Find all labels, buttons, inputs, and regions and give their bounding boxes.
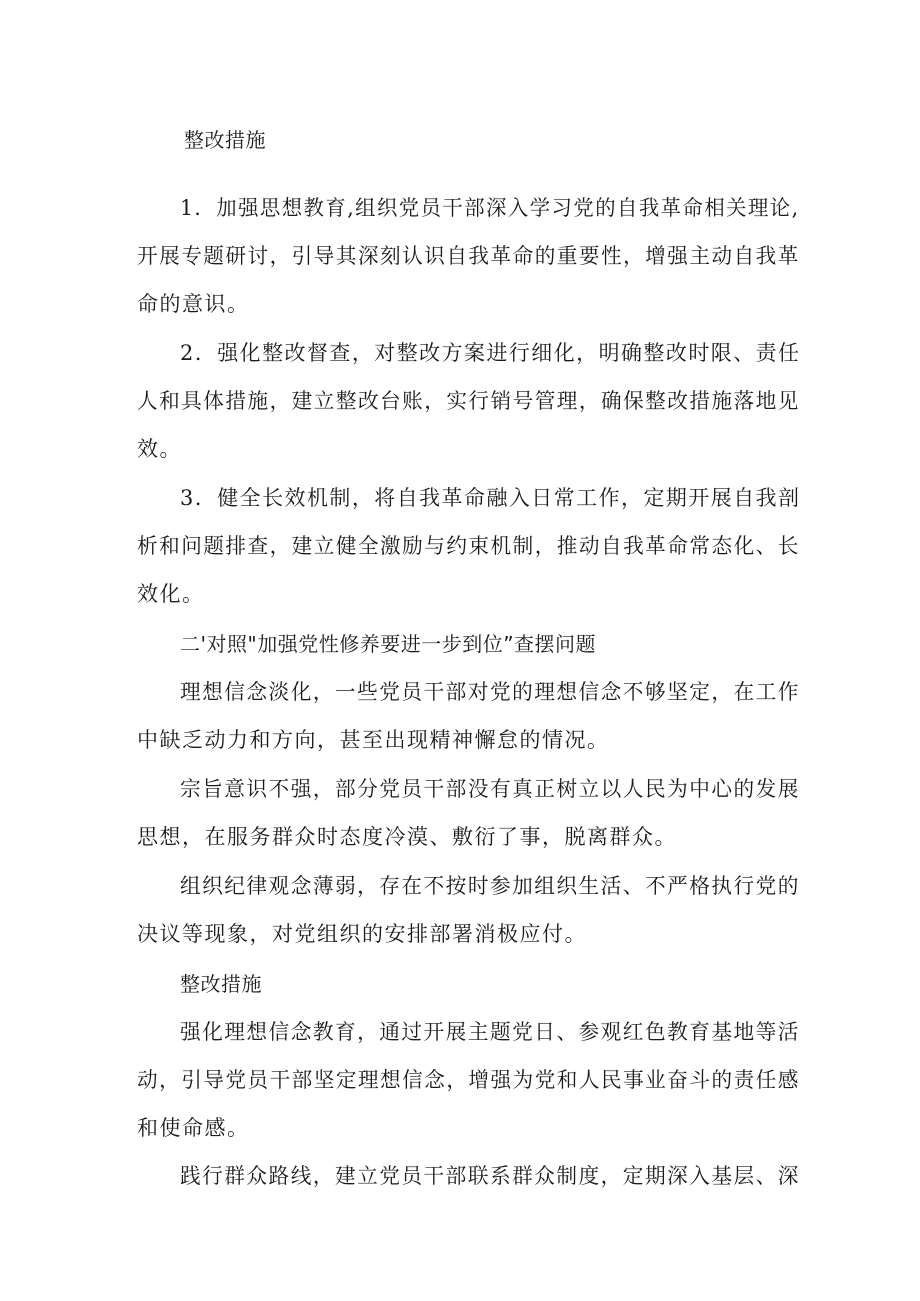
problem-1-line-1: 理想信念淡化，一些党员干部对党的理想信念不够坚定，在工作 — [180, 680, 800, 704]
measure-3-line-3: 效化。 — [137, 582, 205, 606]
problem-3-line-1: 组织纪律观念薄弱，存在不按时参加组织生活、不严格执行党的 — [180, 874, 800, 898]
measure-1-line-1: 1．加强思想教育,组织党员干部深入学习党的自我革命相关理论, — [180, 196, 800, 220]
problem-3-line-2: 决议等现象，对党组织的安排部署消极应付。 — [137, 922, 587, 946]
measure-b1-line-2: 动，引导党员干部坚定理想信念，增强为党和人民事业奋斗的责任感 — [137, 1068, 800, 1092]
measure-2-line-3: 效。 — [137, 437, 182, 461]
measure-2-line-1: 2．强化整改督查，对整改方案进行细化，明确整改时限、责任 — [180, 341, 801, 365]
heading-rectification-measures-2: 整改措施 — [180, 972, 262, 996]
measure-b1-line-3: 和使命感。 — [137, 1116, 250, 1140]
problem-1-line-2: 中缺乏动力和方向，甚至出现精神懈怠的情况。 — [137, 728, 610, 752]
measure-1-line-3: 命的意识。 — [137, 292, 250, 316]
section-2-title: 二'对照"加强党性修养要进一步到位”查摆问题 — [180, 632, 597, 656]
measure-b2-line-1: 践行群众路线，建立党员干部联系群众制度，定期深入基层、深 — [180, 1164, 800, 1188]
heading-rectification-measures: 整改措施 — [184, 128, 266, 152]
measure-b1-line-1: 强化理想信念教育，通过开展主题党日、参观红色教育基地等活 — [180, 1020, 800, 1044]
problem-2-line-1: 宗旨意识不强，部分党员干部没有真正树立以人民为中心的发展 — [180, 777, 800, 801]
measure-2-line-2: 人和具体措施，建立整改台账，实行销号管理，确保整改措施落地见 — [137, 389, 800, 413]
problem-2-line-2: 思想，在服务群众时态度冷漠、敷衍了事，脱离群众。 — [137, 825, 677, 849]
measure-3-line-2: 析和问题排查，建立健全激励与约束机制，推动自我革命常态化、长 — [137, 534, 800, 558]
measure-3-line-1: 3．健全长效机制，将自我革命融入日常工作，定期开展自我剖 — [180, 486, 801, 510]
measure-1-line-2: 开展专题研讨，引导其深刻认识自我革命的重要性，增强主动自我革 — [137, 244, 800, 268]
